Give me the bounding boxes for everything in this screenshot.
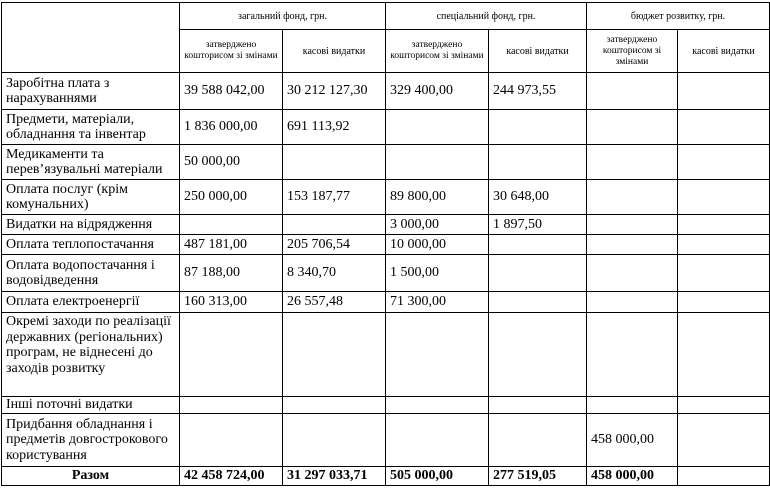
cell-value: 153 187,77: [283, 180, 386, 215]
row-label: Оплата водопостачання і водовідведення: [2, 255, 180, 292]
cell-value: [283, 313, 386, 397]
total-value: 458 000,00: [587, 467, 678, 486]
cell-value: [386, 145, 489, 180]
cell-value: [489, 397, 587, 414]
total-label: Разом: [2, 467, 180, 486]
cell-value: [283, 397, 386, 414]
cell-value: [283, 145, 386, 180]
row-label: Медикаменти та перев’язувальні матеріали: [2, 145, 180, 180]
table-row: [2, 292, 770, 313]
row-label: Заробітна плата з нарахуваннями: [2, 73, 180, 110]
table-row: [2, 145, 770, 180]
cell-value: [386, 397, 489, 414]
cell-value: 87 188,00: [180, 255, 283, 292]
cell-value: [386, 414, 489, 467]
cell-value: [678, 145, 770, 180]
cell-value: [587, 180, 678, 215]
cell-value: [678, 73, 770, 110]
table-row: [2, 110, 770, 145]
cell-value: 487 181,00: [180, 235, 283, 255]
header-cash: касові видатки: [678, 30, 770, 73]
cell-value: 71 300,00: [386, 292, 489, 313]
cell-value: [489, 255, 587, 292]
cell-value: [283, 215, 386, 235]
total-value: [678, 467, 770, 486]
row-label: Окремі заходи по реалізації державних (регіональних) програм, не віднесені до заходів розвитку: [2, 313, 180, 397]
cell-value: 458 000,00: [587, 414, 678, 467]
cell-value: 1 500,00: [386, 255, 489, 292]
row-label: Оплата електроенергії: [2, 292, 180, 313]
cell-value: [678, 313, 770, 397]
total-value: 42 458 724,00: [180, 467, 283, 486]
table-row: [2, 313, 770, 397]
cell-value: [678, 215, 770, 235]
cell-value: 329 400,00: [386, 73, 489, 110]
cell-value: 205 706,54: [283, 235, 386, 255]
total-value: 277 519,05: [489, 467, 587, 486]
cell-value: [678, 180, 770, 215]
cell-value: [587, 397, 678, 414]
table-row: [2, 235, 770, 255]
cell-value: 691 113,92: [283, 110, 386, 145]
header-approved: затверджено кошторисом зі змінами: [587, 30, 678, 73]
total-row: [2, 467, 770, 486]
cell-value: 3 000,00: [386, 215, 489, 235]
header-approved: затверджено кошторисом зі змінами: [180, 30, 283, 73]
row-label: Видатки на відрядження: [2, 215, 180, 235]
cell-value: [587, 255, 678, 292]
cell-value: 1 897,50: [489, 215, 587, 235]
table-row: [2, 73, 770, 110]
cell-value: [678, 414, 770, 467]
cell-value: [678, 235, 770, 255]
table-row: [2, 414, 770, 467]
header-approved: затверджено кошторисом зі змінами: [386, 30, 489, 73]
cell-value: 244 973,55: [489, 73, 587, 110]
cell-value: [587, 110, 678, 145]
cell-value: 8 340,70: [283, 255, 386, 292]
cell-value: [283, 414, 386, 467]
header-cash: касові видатки: [283, 30, 386, 73]
header-special-fund: спеціальний фонд, грн.: [386, 3, 587, 30]
cell-value: 250 000,00: [180, 180, 283, 215]
cell-value: [386, 313, 489, 397]
table-row: [2, 180, 770, 215]
total-value: 31 297 033,71: [283, 467, 386, 486]
table-row: [2, 397, 770, 414]
cell-value: [587, 215, 678, 235]
table-row: [2, 215, 770, 235]
cell-value: [180, 414, 283, 467]
row-label: Предмети, матеріали, обладнання та інвентар: [2, 110, 180, 145]
header-group-row: [2, 3, 770, 30]
row-label: Оплата теплопостачання: [2, 235, 180, 255]
cell-value: [180, 215, 283, 235]
header-general-fund: загальний фонд, грн.: [180, 3, 386, 30]
cell-value: [678, 110, 770, 145]
cell-value: 1 836 000,00: [180, 110, 283, 145]
cell-value: [678, 255, 770, 292]
cell-value: 89 800,00: [386, 180, 489, 215]
total-value: 505 000,00: [386, 467, 489, 486]
cell-value: [587, 313, 678, 397]
cell-value: 160 313,00: [180, 292, 283, 313]
cell-value: [489, 145, 587, 180]
budget-table: [1, 2, 770, 486]
cell-value: [489, 235, 587, 255]
cell-value: [180, 313, 283, 397]
cell-value: [489, 292, 587, 313]
cell-value: [386, 110, 489, 145]
cell-value: 26 557,48: [283, 292, 386, 313]
row-label: Придбання обладнання і предметів довгострокового користування: [2, 414, 180, 467]
row-label: Інші поточні видатки: [2, 397, 180, 414]
cell-value: [180, 397, 283, 414]
cell-value: [587, 145, 678, 180]
header-cash: касові видатки: [489, 30, 587, 73]
cell-value: [489, 110, 587, 145]
header-development-budget: бюджет розвитку, грн.: [587, 3, 770, 30]
cell-value: [489, 414, 587, 467]
cell-value: [587, 73, 678, 110]
table-row: [2, 255, 770, 292]
cell-value: 30 648,00: [489, 180, 587, 215]
cell-value: [678, 292, 770, 313]
cell-value: 10 000,00: [386, 235, 489, 255]
cell-value: [587, 235, 678, 255]
header-empty-cell: [2, 3, 180, 73]
cell-value: 30 212 127,30: [283, 73, 386, 110]
row-label: Оплата послуг (крім комунальних): [2, 180, 180, 215]
cell-value: 39 588 042,00: [180, 73, 283, 110]
cell-value: [587, 292, 678, 313]
cell-value: 50 000,00: [180, 145, 283, 180]
cell-value: [678, 397, 770, 414]
cell-value: [489, 313, 587, 397]
